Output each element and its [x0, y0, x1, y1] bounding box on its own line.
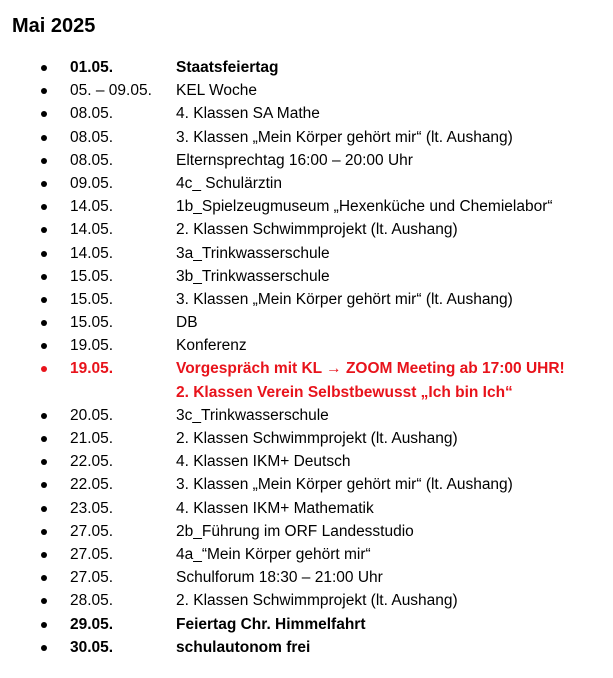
bullet-icon — [41, 622, 47, 628]
event-date: 14.05. — [70, 221, 114, 239]
bullet-icon — [41, 552, 47, 558]
event-description — [176, 450, 350, 473]
event-description — [176, 520, 414, 543]
event-description — [176, 126, 513, 149]
bullet-icon — [41, 413, 47, 419]
bullet-icon — [41, 366, 47, 372]
event-item — [0, 589, 613, 612]
bullet-icon — [41, 181, 47, 187]
event-description — [176, 636, 310, 659]
event-description-line: KEL Woche — [176, 82, 257, 100]
event-date: 20.05. — [70, 406, 114, 424]
event-date: 19.05. — [70, 360, 114, 378]
event-description-line: 3c_Trinkwasserschule — [176, 406, 329, 424]
bullet-icon — [41, 575, 47, 581]
bullet-icon — [41, 436, 47, 442]
event-date: 14.05. — [70, 244, 114, 262]
event-description — [176, 357, 565, 403]
event-item — [0, 195, 613, 218]
event-description — [176, 79, 257, 102]
event-date: 09.05. — [70, 174, 114, 192]
event-description-line: 4. Klassen IKM+ Deutsch — [176, 453, 351, 471]
event-date: 05. – 09.05. — [70, 82, 152, 100]
event-item — [0, 497, 613, 520]
event-description — [176, 242, 330, 265]
event-description — [176, 473, 513, 496]
event-item — [0, 636, 613, 659]
event-description — [176, 427, 458, 450]
event-description-line: 3b_Trinkwasserschule — [176, 267, 330, 285]
bullet-icon — [41, 111, 47, 117]
event-description-line: 1b_Spielzeugmuseum „Hexenküche und Chemielabor“ — [176, 198, 553, 216]
event-description — [176, 613, 366, 636]
event-date: 21.05. — [70, 430, 114, 448]
event-description-line: 4a_“Mein Körper gehört mir“ — [176, 545, 371, 563]
event-item — [0, 218, 613, 241]
event-description-line: 4. Klassen SA Mathe — [176, 105, 320, 123]
event-description — [176, 218, 458, 241]
event-date: 27.05. — [70, 522, 114, 540]
event-date: 14.05. — [70, 198, 114, 216]
event-description — [176, 172, 282, 195]
event-description-line: 3. Klassen „Mein Körper gehört mir“ (lt. Aushang) — [176, 476, 513, 494]
event-date: 01.05. — [70, 59, 114, 76]
event-description — [176, 149, 413, 172]
event-item — [0, 357, 613, 403]
bullet-icon — [41, 274, 47, 280]
event-item — [0, 613, 613, 636]
event-description-line: 4. Klassen IKM+ Mathematik — [176, 499, 374, 517]
event-description — [176, 265, 330, 288]
event-description-line: Schulforum 18:30 – 21:00 Uhr — [176, 569, 383, 587]
event-date: 08.05. — [70, 105, 114, 123]
event-date: 15.05. — [70, 314, 114, 332]
event-date: 19.05. — [70, 337, 114, 355]
event-description-line: 3a_Trinkwasserschule — [176, 244, 330, 262]
bullet-icon — [41, 598, 47, 604]
event-item — [0, 172, 613, 195]
event-description — [176, 56, 279, 79]
event-date: 08.05. — [70, 151, 114, 169]
event-date: 15.05. — [70, 267, 114, 285]
event-description — [176, 566, 383, 589]
event-description-line: Elternsprechtag 16:00 – 20:00 Uhr — [176, 151, 413, 169]
event-description-line: Vorgespräch mit KL → ZOOM Meeting ab 17:00 UHR! — [176, 360, 565, 378]
event-item — [0, 79, 613, 102]
bullet-icon — [41, 482, 47, 488]
bullet-icon — [41, 320, 47, 326]
bullet-icon — [41, 251, 47, 257]
event-description-line: 2. Klassen Schwimmprojekt (lt. Aushang) — [176, 430, 458, 448]
event-description — [176, 311, 198, 334]
bullet-icon — [41, 204, 47, 210]
event-item — [0, 543, 613, 566]
event-item — [0, 334, 613, 357]
event-description — [176, 497, 374, 520]
event-item — [0, 520, 613, 543]
event-description — [176, 288, 513, 311]
event-date: 08.05. — [70, 128, 114, 146]
event-description-line: schulautonom frei — [176, 638, 311, 656]
event-item — [0, 311, 613, 334]
bullet-icon — [41, 506, 47, 512]
event-description-line: Feiertag Chr. Himmelfahrt — [176, 615, 366, 633]
bullet-icon — [41, 529, 47, 535]
event-description — [176, 334, 247, 357]
event-item — [0, 265, 613, 288]
event-description — [176, 102, 320, 125]
bullet-icon — [41, 227, 47, 233]
bullet-icon — [41, 459, 47, 465]
event-item — [0, 450, 613, 473]
event-item — [0, 288, 613, 311]
bullet-icon — [41, 158, 47, 164]
event-item — [0, 149, 613, 172]
bullet-icon — [41, 343, 47, 349]
event-item — [0, 566, 613, 589]
event-description-line: 2. Klassen Schwimmprojekt (lt. Aushang) — [176, 221, 458, 239]
event-item — [0, 102, 613, 125]
bullet-icon — [41, 297, 47, 303]
event-list — [0, 56, 613, 659]
event-date: 29.05. — [70, 615, 114, 633]
event-date: 22.05. — [70, 453, 114, 471]
event-description — [176, 195, 553, 218]
event-date: 28.05. — [70, 592, 114, 610]
event-date: 27.05. — [70, 545, 114, 563]
event-description-line: 2b_Führung im ORF Landesstudio — [176, 522, 414, 540]
event-item — [0, 473, 613, 496]
event-item — [0, 56, 613, 79]
event-date: 27.05. — [70, 569, 114, 587]
page-title: Mai 2025 — [12, 15, 96, 37]
event-date: 23.05. — [70, 499, 114, 517]
event-item — [0, 242, 613, 265]
event-description-line: Konferenz — [176, 337, 247, 355]
event-description-line: 3. Klassen „Mein Körper gehört mir“ (lt. Aushang) — [176, 128, 513, 146]
bullet-icon — [41, 135, 47, 141]
event-item — [0, 427, 613, 450]
event-description-line: 3. Klassen „Mein Körper gehört mir“ (lt. Aushang) — [176, 290, 513, 308]
event-description — [176, 404, 329, 427]
event-description-line: Staatsfeiertag — [176, 59, 279, 76]
event-description — [176, 589, 458, 612]
event-description-line: 4c_ Schulärztin — [176, 174, 282, 192]
event-item — [0, 404, 613, 427]
event-item — [0, 126, 613, 149]
event-description — [176, 543, 371, 566]
event-description-line: DB — [176, 314, 198, 332]
event-date: 22.05. — [70, 476, 114, 494]
bullet-icon — [41, 645, 47, 651]
event-description-line: 2. Klassen Verein Selbstbewusst „Ich bin Ich“ — [176, 383, 513, 401]
event-date: 30.05. — [70, 638, 114, 656]
event-description-line: 2. Klassen Schwimmprojekt (lt. Aushang) — [176, 592, 458, 610]
event-date: 15.05. — [70, 290, 114, 308]
bullet-icon — [41, 88, 47, 94]
bullet-icon — [41, 65, 47, 71]
